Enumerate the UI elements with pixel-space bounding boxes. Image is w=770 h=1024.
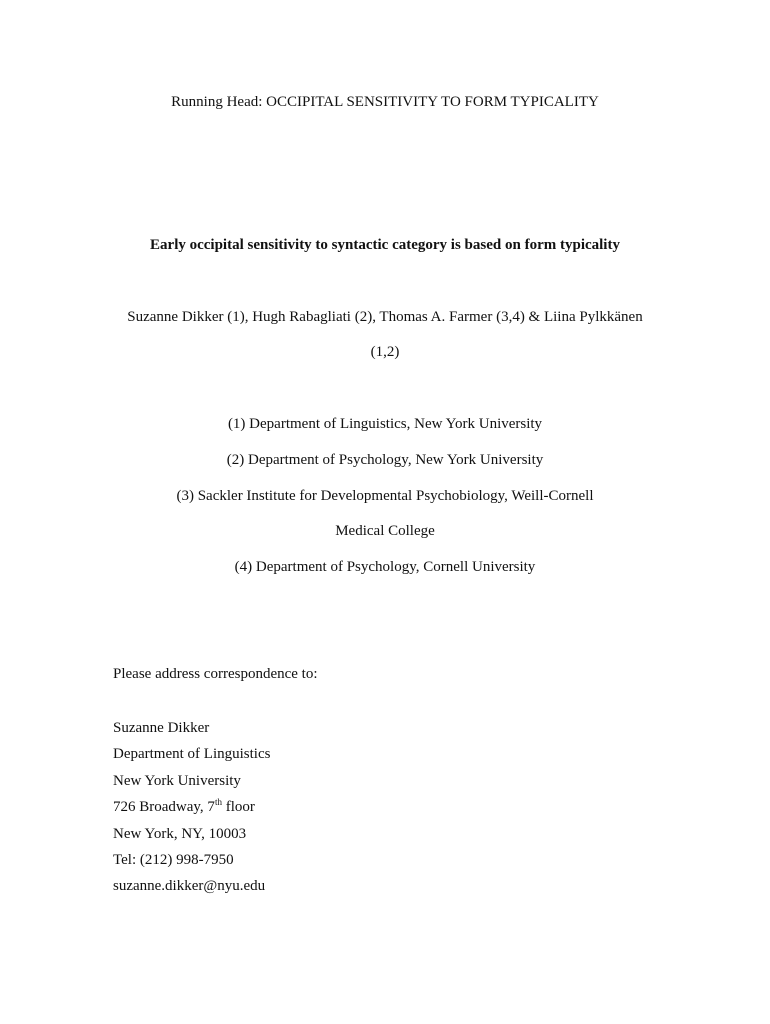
street-floor: floor [221,799,255,815]
correspondence-department: Department of Linguistics [113,746,271,762]
correspondence-phone: Tel: (212) 998-7950 [113,852,234,868]
correspondence-name: Suzanne Dikker [113,720,210,736]
correspondence-street [113,798,255,816]
affiliation-4: (4) Department of Psychology, Cornell University [234,559,536,575]
street-ordinal-suffix: th [214,797,222,807]
affiliation-3: (3) Sackler Institute for Developmental Psychobiology, Weill-Cornell [176,488,594,504]
correspondence-city: New York, NY, 10003 [113,826,247,842]
affiliation-3-continued: Medical College [335,523,435,539]
affiliation-2: (2) Department of Psychology, New York University [226,452,544,468]
correspondence-university: New York University [113,773,241,789]
author-list-continued: (1,2) [370,344,400,360]
author-list: Suzanne Dikker (1), Hugh Rabagliati (2), Thomas A. Farmer (3,4) & Liina Pylkkänen [127,309,643,325]
street-main: 726 Broadway, 7 [113,799,215,815]
paper-title: Early occipital sensitivity to syntactic category is based on form typicality [150,237,620,253]
running-head: Running Head: OCCIPITAL SENSITIVITY TO FORM TYPICALITY [171,94,599,110]
correspondence-email: suzanne.dikker@nyu.edu [113,878,266,894]
correspondence-heading: Please address correspondence to: [113,666,318,682]
affiliation-1: (1) Department of Linguistics, New York University [227,416,543,432]
